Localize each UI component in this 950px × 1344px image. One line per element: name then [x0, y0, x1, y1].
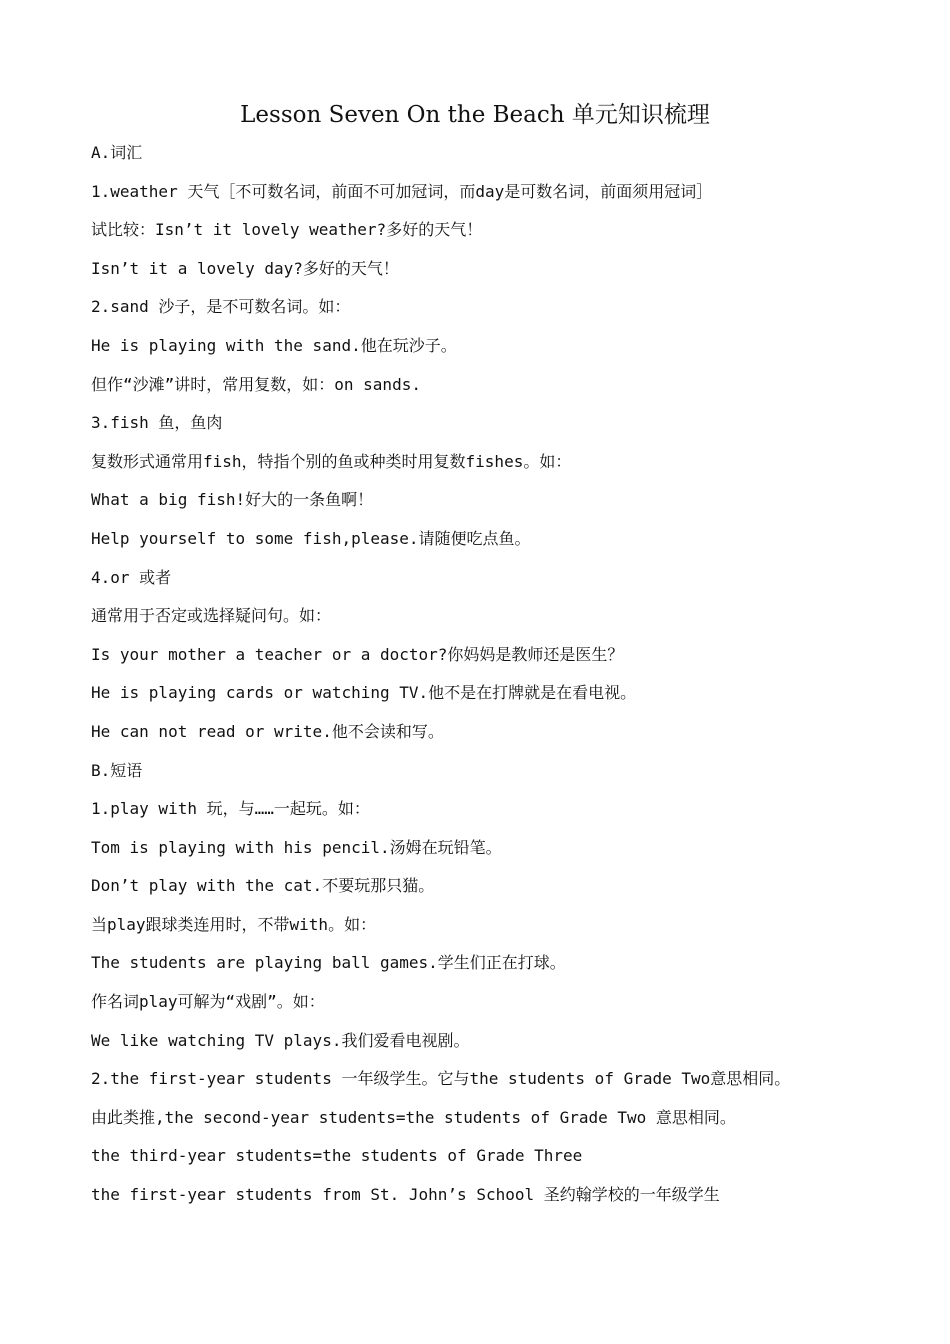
text-line: Isn’t it a lovely day?多好的天气！	[91, 258, 399, 278]
text-line: We like watching TV plays.我们爱看电视剧。	[91, 1030, 470, 1050]
text-line: 复数形式通常用fish，特指个别的鱼或种类时用复数fishes。如：	[91, 451, 572, 471]
text-line: 通常用于否定或选择疑问句。如：	[91, 606, 332, 626]
text-line: Is your mother a teacher or a doctor?你妈妈是教师还是医生？	[91, 644, 624, 664]
text-line: 4.or 或者	[91, 567, 172, 587]
text-line: 1.play with 玩，与……一起玩。如：	[91, 799, 370, 819]
text-line: 当play跟球类连用时，不带with。如：	[91, 914, 377, 934]
text-line: 但作“沙滩”讲时，常用复数，如：on sands.	[91, 374, 421, 394]
page-title: Lesson Seven On the Beach 单元知识梳理	[240, 102, 710, 128]
text-line: He is playing with the sand.他在玩沙子。	[91, 335, 457, 355]
text-line: 1.weather 天气［不可数名词，前面不可加冠词，而day是可数名词，前面须用冠词］	[91, 181, 713, 201]
text-line: B.短语	[91, 760, 143, 780]
text-line: Help yourself to some fish,please.请随便吃点鱼。	[91, 528, 531, 548]
text-line: 作名词play可解为“戏剧”。如：	[91, 992, 325, 1012]
text-line: Tom is playing with his pencil.汤姆在玩铅笔。	[91, 837, 502, 857]
text-line: He can not read or write.他不会读和写。	[91, 721, 444, 741]
text-line: What a big fish!好大的一条鱼啊！	[91, 490, 374, 510]
text-line: 2.sand 沙子，是不可数名词。如：	[91, 297, 351, 317]
text-line: the third-year students=the students of Grade Three	[91, 1146, 583, 1166]
text-line: 3.fish 鱼，鱼肉	[91, 413, 223, 433]
text-line: He is playing cards or watching TV.他不是在打牌就是在看电视。	[91, 683, 637, 703]
text-line: The students are playing ball games.学生们正在打球。	[91, 953, 566, 973]
text-line: Don’t play with the cat.不要玩那只猫。	[91, 876, 435, 896]
text-line: the first-year students from St. John’s School 圣约翰学校的一年级学生	[91, 1185, 720, 1205]
text-line: 由此类推,the second-year students=the students of Grade Two 意思相同。	[91, 1107, 736, 1127]
text-line: 2.the first-year students 一年级学生。它与the students of Grade Two意思相同。	[91, 1069, 791, 1089]
text-line: A.词汇	[91, 143, 143, 162]
text-line: 试比较：Isn’t it lovely weather?多好的天气！	[91, 220, 483, 240]
document-body	[91, 140, 931, 1221]
